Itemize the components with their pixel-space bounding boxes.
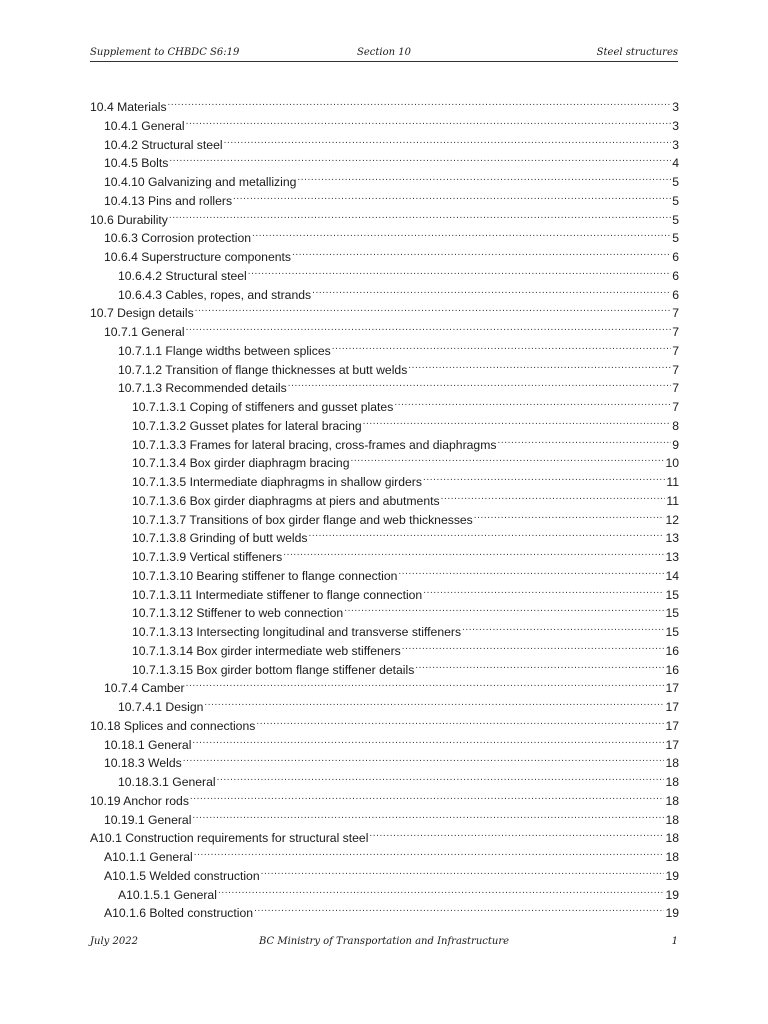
toc-entry-title: 10.7.1.3.10 Bearing stiffener to flange connection bbox=[132, 568, 398, 583]
toc-entry-page-number: 19 bbox=[665, 868, 679, 883]
footer-publisher: BC Ministry of Transportation and Infrastructure bbox=[258, 936, 510, 947]
toc-dot-leader bbox=[217, 768, 665, 786]
toc-dot-leader bbox=[312, 281, 671, 299]
toc-dot-leader bbox=[292, 243, 671, 261]
toc-entry-title: 10.7.1.3.1 Coping of stiffeners and gusset plates bbox=[132, 400, 394, 414]
toc-entry-page-number: 7 bbox=[672, 400, 679, 414]
toc-dot-leader bbox=[350, 449, 664, 467]
toc-entry-title: 10.19 Anchor rods bbox=[90, 793, 189, 808]
toc-entry-page-number: 7 bbox=[672, 362, 679, 377]
toc-entry-title: 10.18.3.1 General bbox=[118, 775, 216, 789]
toc-entry-title: 10.6.4.3 Cables, ropes, and strands bbox=[118, 287, 312, 302]
toc-entry[interactable] bbox=[90, 206, 679, 225]
toc-dot-leader bbox=[474, 506, 665, 524]
toc-entry-page-number: 7 bbox=[672, 306, 679, 321]
toc-dot-leader bbox=[283, 543, 664, 561]
toc-dot-leader bbox=[186, 318, 672, 336]
toc-entry-page-number: 9 bbox=[672, 437, 679, 452]
toc-dot-leader bbox=[204, 693, 664, 711]
toc-dot-leader bbox=[408, 356, 671, 374]
toc-entry-title: 10.7.1.3 Recommended details bbox=[118, 381, 287, 396]
toc-entry-page-number: 19 bbox=[665, 906, 679, 921]
toc-entry-title: A10.1.5.1 General bbox=[118, 887, 217, 902]
toc-entry-page-number: 18 bbox=[665, 850, 679, 864]
toc-entry-title: 10.19.1 General bbox=[104, 812, 192, 827]
toc-entry-title: 10.4.1 General bbox=[104, 118, 185, 133]
toc-entry-title: 10.18 Splices and connections bbox=[90, 718, 256, 733]
page-header bbox=[90, 47, 678, 62]
toc-entry-title: A10.1.5 Welded construction bbox=[104, 868, 260, 883]
toc-entry-title: 10.7.1.3.8 Grinding of butt welds bbox=[132, 531, 308, 546]
toc-entry-title: A10.1 Construction requirements for structural steel bbox=[90, 831, 369, 846]
toc-entry-page-number: 7 bbox=[672, 325, 679, 339]
toc-entry-page-number: 13 bbox=[665, 531, 679, 546]
page-footer bbox=[90, 936, 678, 950]
toc-dot-leader bbox=[192, 806, 664, 824]
toc-entry-title: 10.6.4.2 Structural steel bbox=[118, 268, 247, 283]
toc-entry-page-number: 17 bbox=[665, 681, 679, 696]
toc-entry-title: 10.7.1 General bbox=[104, 325, 185, 339]
toc-entry-title: 10.7.1.3.6 Box girder diaphragms at piers and abutments bbox=[132, 493, 440, 508]
footer-page-number: 1 bbox=[671, 936, 678, 947]
toc-entry-page-number: 8 bbox=[672, 418, 679, 433]
toc-entry-title: 10.7.1.3.14 Box girder intermediate web stiffeners bbox=[132, 643, 401, 658]
toc-entry-title: 10.7.1.3.13 Intersecting longitudinal and transverse stiffeners bbox=[132, 625, 462, 639]
toc-dot-leader bbox=[441, 487, 666, 505]
toc-dot-leader bbox=[183, 749, 665, 767]
toc-dot-leader bbox=[423, 581, 664, 599]
toc-dot-leader bbox=[168, 93, 672, 111]
header-section: Section 10 bbox=[357, 47, 411, 58]
toc-entry-page-number: 6 bbox=[672, 287, 679, 302]
toc-entry-page-number: 5 bbox=[672, 231, 679, 246]
toc-entry[interactable] bbox=[90, 112, 679, 131]
toc-dot-leader bbox=[369, 824, 664, 842]
toc-entry-title: 10.7.1.2 Transition of flange thicknesses at butt welds bbox=[118, 362, 408, 377]
toc-entry-page-number: 5 bbox=[672, 175, 679, 189]
toc-dot-leader bbox=[288, 374, 672, 392]
toc-dot-leader bbox=[190, 787, 665, 805]
toc-entry-title: 10.6.3 Corrosion protection bbox=[104, 231, 252, 246]
toc-entry[interactable] bbox=[90, 168, 679, 187]
toc-entry-title: 10.7.4.1 Design bbox=[118, 700, 204, 714]
toc-entry-title: 10.4.13 Pins and rollers bbox=[104, 193, 233, 208]
toc-dot-leader bbox=[398, 562, 664, 580]
toc-dot-leader bbox=[192, 731, 664, 749]
toc-entry[interactable] bbox=[90, 149, 679, 171]
toc-dot-leader bbox=[415, 656, 664, 674]
toc-entry-page-number: 5 bbox=[672, 212, 679, 227]
toc-entry-page-number: 15 bbox=[665, 587, 679, 602]
toc-dot-leader bbox=[186, 112, 672, 130]
toc-entry-title: 10.7 Design details bbox=[90, 306, 194, 321]
toc-entry-page-number: 19 bbox=[665, 887, 679, 902]
toc-entry-title: 10.18.3 Welds bbox=[104, 756, 182, 771]
toc-dot-leader bbox=[256, 712, 664, 730]
toc-entry-title: 10.7.1.3.2 Gusset plates for lateral bracing bbox=[132, 418, 362, 433]
header-document-title: Supplement to CHBDC S6:19 bbox=[90, 47, 240, 58]
toc-entry-page-number: 18 bbox=[665, 756, 679, 771]
toc-entry-title: 10.7.1.3.5 Intermediate diaphragms in shallow girders bbox=[132, 475, 422, 489]
toc-dot-leader bbox=[363, 412, 672, 430]
footer-date: July 2022 bbox=[90, 936, 138, 947]
toc-entry-page-number: 3 bbox=[672, 118, 679, 133]
toc-dot-leader bbox=[254, 899, 664, 917]
toc-entry-page-number: 4 bbox=[672, 156, 679, 171]
toc-dot-leader bbox=[233, 187, 671, 205]
toc-entry-title: A10.1.6 Bolted construction bbox=[104, 906, 254, 921]
toc-entry-title: 10.6.4 Superstructure components bbox=[104, 250, 291, 264]
toc-dot-leader bbox=[423, 468, 665, 486]
toc-dot-leader bbox=[332, 337, 671, 355]
toc-dot-leader bbox=[169, 206, 671, 224]
toc-entry-page-number: 18 bbox=[665, 775, 679, 789]
toc-entry-page-number: 14 bbox=[665, 568, 679, 583]
toc-entry-title: 10.7.1.3.4 Box girder diaphragm bracing bbox=[132, 456, 350, 471]
toc-entry-title: 10.7.1.1 Flange widths between splices bbox=[118, 343, 331, 358]
toc-dot-leader bbox=[308, 524, 664, 542]
toc-dot-leader bbox=[194, 843, 665, 861]
toc-entry-page-number: 7 bbox=[672, 343, 679, 358]
toc-entry-title: A10.1.1 General bbox=[104, 850, 193, 864]
toc-entry[interactable] bbox=[90, 224, 679, 246]
toc-dot-leader bbox=[218, 881, 665, 899]
toc-entry-title: 10.7.1.3.15 Box girder bottom flange stiffener details bbox=[132, 662, 415, 677]
toc-entry-title: 10.6 Durability bbox=[90, 212, 168, 227]
toc-entry-page-number: 11 bbox=[666, 493, 679, 508]
toc-entry-title: 10.7.1.3.7 Transitions of box girder flange and web thicknesses bbox=[132, 512, 473, 527]
header-chapter-title: Steel structures bbox=[596, 47, 678, 58]
toc-entry-page-number: 5 bbox=[672, 193, 679, 208]
toc-entry-page-number: 3 bbox=[672, 137, 679, 152]
toc-dot-leader bbox=[394, 393, 671, 411]
toc-entry-page-number: 6 bbox=[672, 268, 679, 283]
toc-dot-leader bbox=[497, 431, 671, 449]
toc-entry-title: 10.7.1.3.11 Intermediate stiffener to flange connection bbox=[132, 587, 423, 602]
toc-entry-page-number: 11 bbox=[666, 475, 679, 489]
toc-entry-title: 10.4.10 Galvanizing and metallizing bbox=[104, 175, 297, 189]
toc-entry-page-number: 13 bbox=[665, 550, 679, 564]
toc-entry-page-number: 15 bbox=[665, 606, 679, 621]
table-of-contents bbox=[90, 93, 679, 921]
toc-entry-page-number: 10 bbox=[665, 456, 679, 471]
toc-entry-page-number: 18 bbox=[665, 793, 679, 808]
toc-entry-page-number: 17 bbox=[665, 718, 679, 733]
toc-entry-title: 10.4.2 Structural steel bbox=[104, 137, 223, 152]
toc-entry-page-number: 18 bbox=[665, 812, 679, 827]
toc-entry-page-number: 16 bbox=[665, 662, 679, 677]
toc-dot-leader bbox=[186, 674, 665, 692]
toc-dot-leader bbox=[252, 224, 671, 242]
toc-entry-title: 10.7.1.3.12 Stiffener to web connection bbox=[132, 606, 344, 621]
toc-dot-leader bbox=[195, 299, 672, 317]
toc-entry-page-number: 15 bbox=[665, 625, 679, 639]
toc-dot-leader bbox=[248, 262, 672, 280]
toc-entry-title: 10.7.1.3.9 Vertical stiffeners bbox=[132, 550, 283, 564]
toc-dot-leader bbox=[297, 168, 671, 186]
toc-entry-page-number: 17 bbox=[665, 700, 679, 714]
toc-entry-page-number: 7 bbox=[672, 381, 679, 396]
toc-dot-leader bbox=[261, 862, 665, 880]
toc-entry-page-number: 6 bbox=[672, 250, 679, 264]
toc-entry-title: 10.4 Materials bbox=[90, 100, 167, 114]
toc-entry-page-number: 18 bbox=[665, 831, 679, 846]
toc-entry-page-number: 12 bbox=[665, 512, 679, 527]
toc-entry-title: 10.7.1.3.3 Frames for lateral bracing, cross-frames and diaphragms bbox=[132, 437, 497, 452]
toc-dot-leader bbox=[224, 131, 672, 149]
toc-entry-title: 10.18.1 General bbox=[104, 737, 192, 752]
toc-entry[interactable] bbox=[90, 93, 679, 112]
toc-entry-page-number: 17 bbox=[665, 737, 679, 752]
toc-entry-title: 10.4.5 Bolts bbox=[104, 156, 169, 171]
toc-entry-title: 10.7.4 Camber bbox=[104, 681, 185, 696]
toc-entry-page-number: 3 bbox=[672, 100, 679, 114]
toc-dot-leader bbox=[462, 618, 664, 636]
toc-dot-leader bbox=[402, 637, 665, 655]
toc-entry-page-number: 16 bbox=[665, 643, 679, 658]
toc-dot-leader bbox=[169, 149, 671, 167]
toc-dot-leader bbox=[344, 599, 664, 617]
